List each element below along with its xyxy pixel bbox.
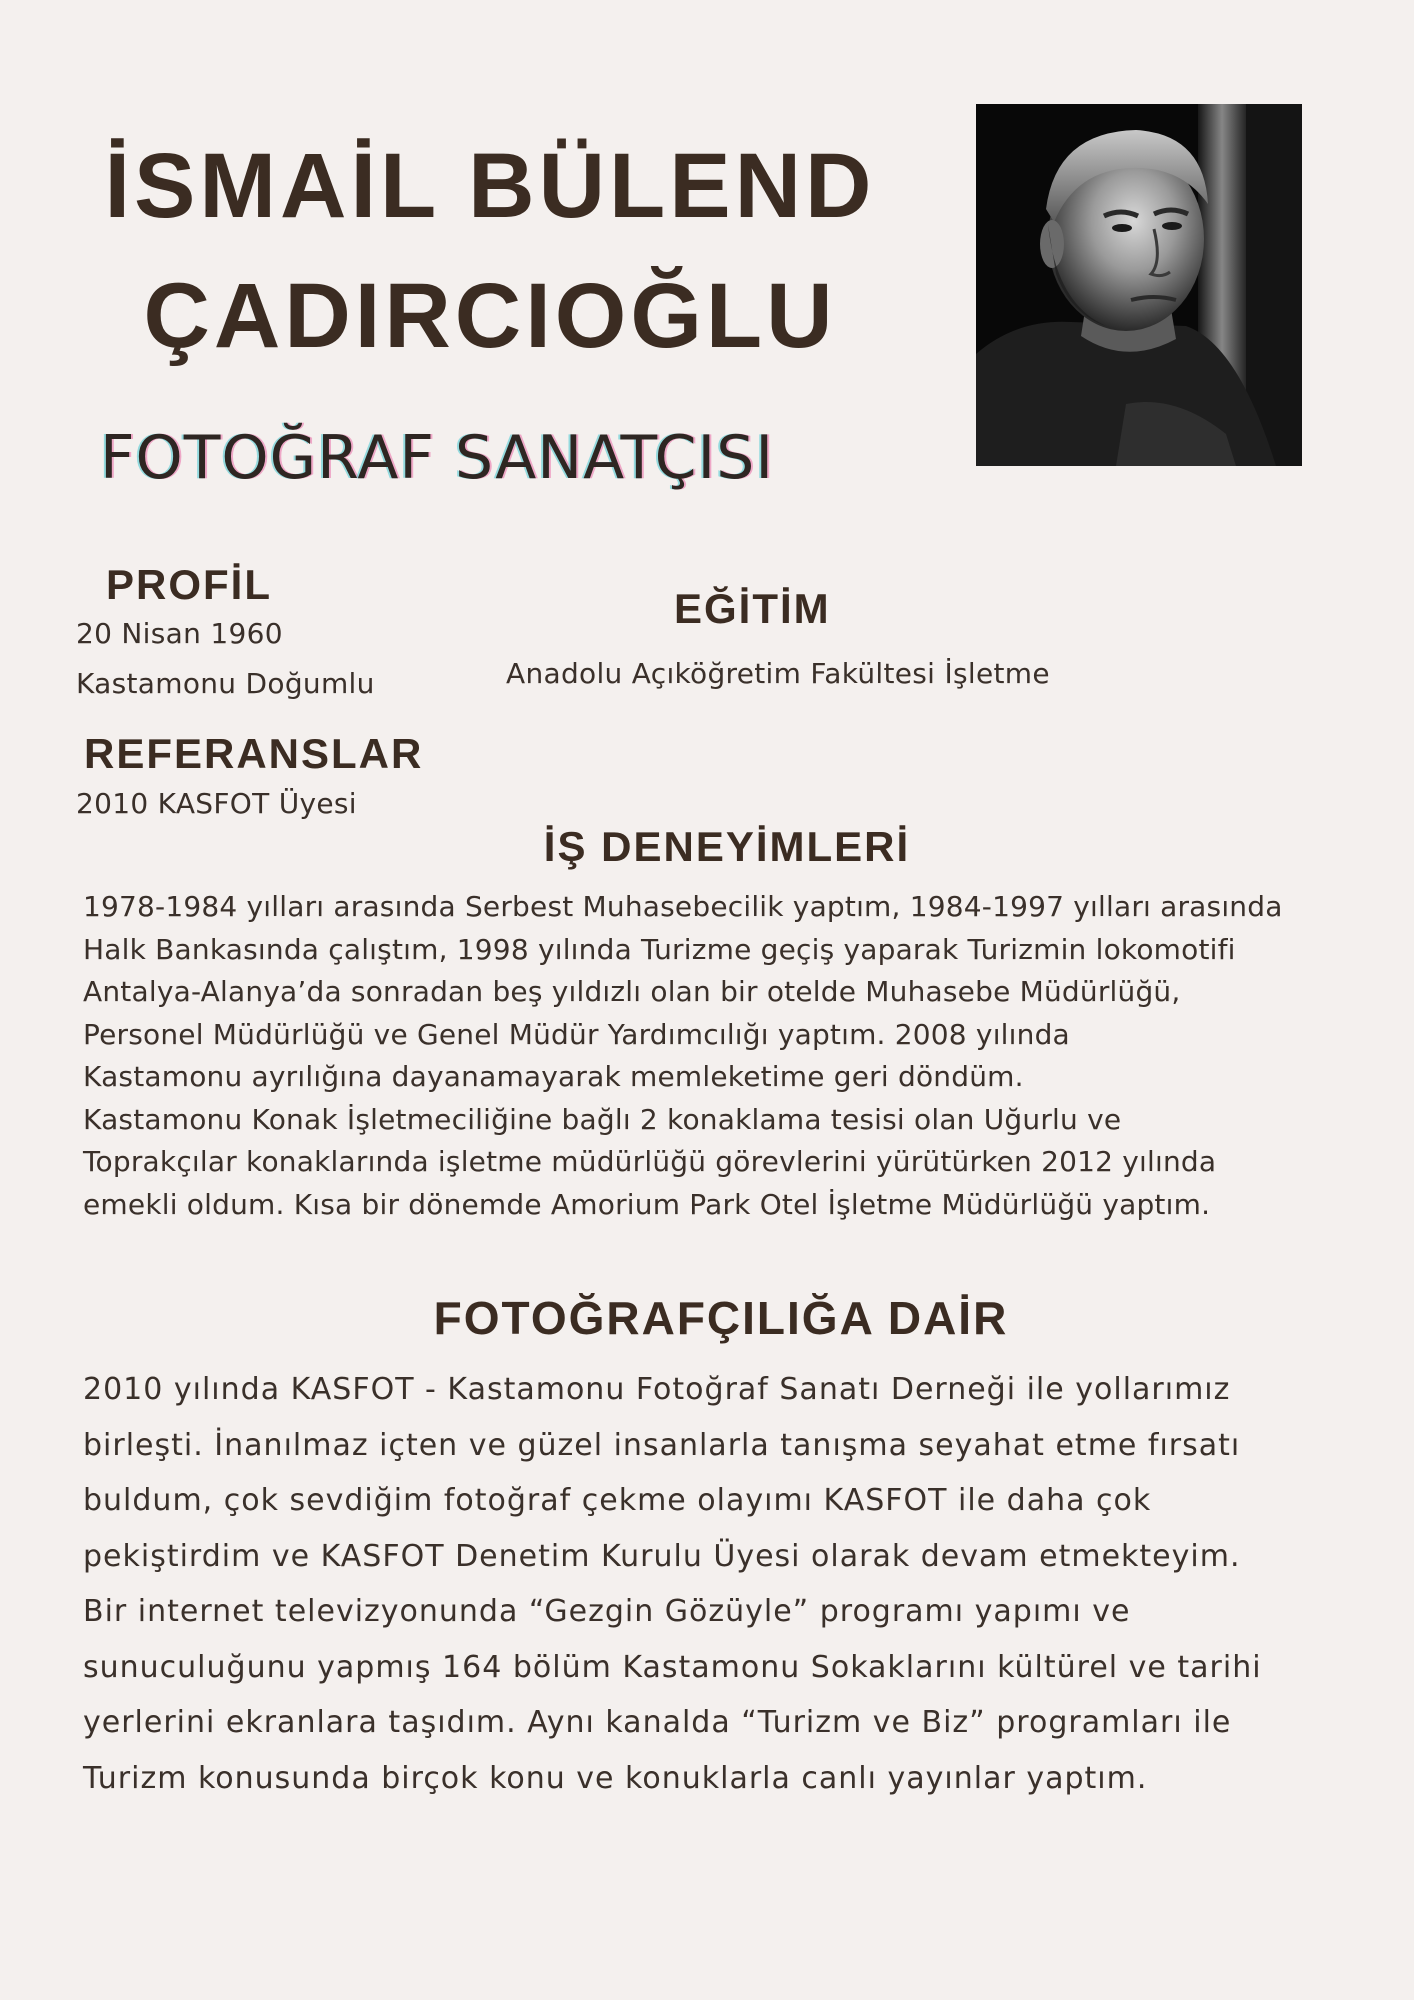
work-experience-heading: İŞ DENEYİMLERİ: [543, 823, 911, 870]
photography-line: sunuculuğunu yapmış 164 bölüm Kastamonu Sokaklarını kültürel ve tarihi: [83, 1649, 1262, 1685]
photography-line: buldum, çok sevdiğim fotoğraf çekme olayımı KASFOT ile daha çok: [83, 1483, 1152, 1518]
photography-line: Turizm konusunda birçok konu ve konuklarla canlı yayınlar yaptım.: [83, 1760, 1148, 1796]
reference-item: 2010 KASFOT Üyesi: [76, 787, 357, 820]
photography-line: yerlerini ekranlara taşıdım. Aynı kanalda “Turizm ve Biz” programları ile: [83, 1705, 1232, 1740]
profile-heading: PROFİL: [106, 561, 272, 608]
name-line-2: ÇADIRCIOĞLU: [143, 265, 837, 367]
work-experience-line: emekli oldum. Kısa bir dönemde Amorium Park Otel İşletme Müdürlüğü yaptım.: [83, 1187, 1211, 1221]
work-experience-line: Kastamonu ayrılığına dayanamayarak memleketime geri döndüm.: [83, 1060, 1024, 1093]
work-experience-line: Personel Müdürlüğü ve Genel Müdür Yardımcılığı yaptım. 2008 yılında: [83, 1017, 1070, 1051]
job-title: FOTOĞRAF SANATÇISI: [100, 423, 775, 493]
name-line-1: İSMAİL BÜLEND: [104, 135, 876, 237]
birth-date: 20 Nisan 1960: [76, 617, 283, 650]
work-experience-line: Kastamonu Konak İşletmeciliğine bağlı 2 konaklama tesisi olan Uğurlu ve: [83, 1102, 1122, 1136]
education-item: Anadolu Açıköğretim Fakültesi İşletme: [506, 657, 1050, 690]
photography-text: [83, 1362, 1393, 1806]
education-heading: EĞİTİM: [674, 585, 831, 632]
work-experience-line: Toprakçılar konaklarında işletme müdürlüğü görevlerini yürütürken 2012 yılında: [83, 1145, 1217, 1178]
work-experience-text: [83, 886, 1383, 1226]
references-heading: REFERANSLAR: [84, 730, 424, 777]
work-experience-line: Antalya-Alanya’da sonradan beş yıldızlı olan bir otelde Muhasebe Müdürlüğü,: [83, 975, 1181, 1008]
work-experience-line: 1978-1984 yılları arasında Serbest Muhasebecilik yaptım, 1984-1997 yılları arasında: [83, 890, 1283, 923]
work-experience-line: Halk Bankasında çalıştım, 1998 yılında Turizme geçiş yaparak Turizmin lokomotifi: [83, 932, 1236, 966]
portrait-image: [976, 104, 1302, 466]
photography-line: 2010 yılında KASFOT - Kastamonu Fotoğraf Sanatı Derneği ile yollarımız: [83, 1372, 1231, 1407]
photography-line: Bir internet televizyonunda “Gezgin Gözüyle” programı yapımı ve: [83, 1594, 1131, 1629]
photography-line: birleşti. İnanılmaz içten ve güzel insanlarla tanışma seyahat etme fırsatı: [83, 1427, 1241, 1463]
photography-line: pekiştirdim ve KASFOT Denetim Kurulu Üyesi olarak devam etmekteyim.: [83, 1538, 1241, 1574]
birth-place: Kastamonu Doğumlu: [76, 667, 375, 700]
photography-heading: FOTOĞRAFÇILIĞA DAİR: [433, 1292, 1009, 1344]
portrait-photo: [976, 104, 1302, 466]
